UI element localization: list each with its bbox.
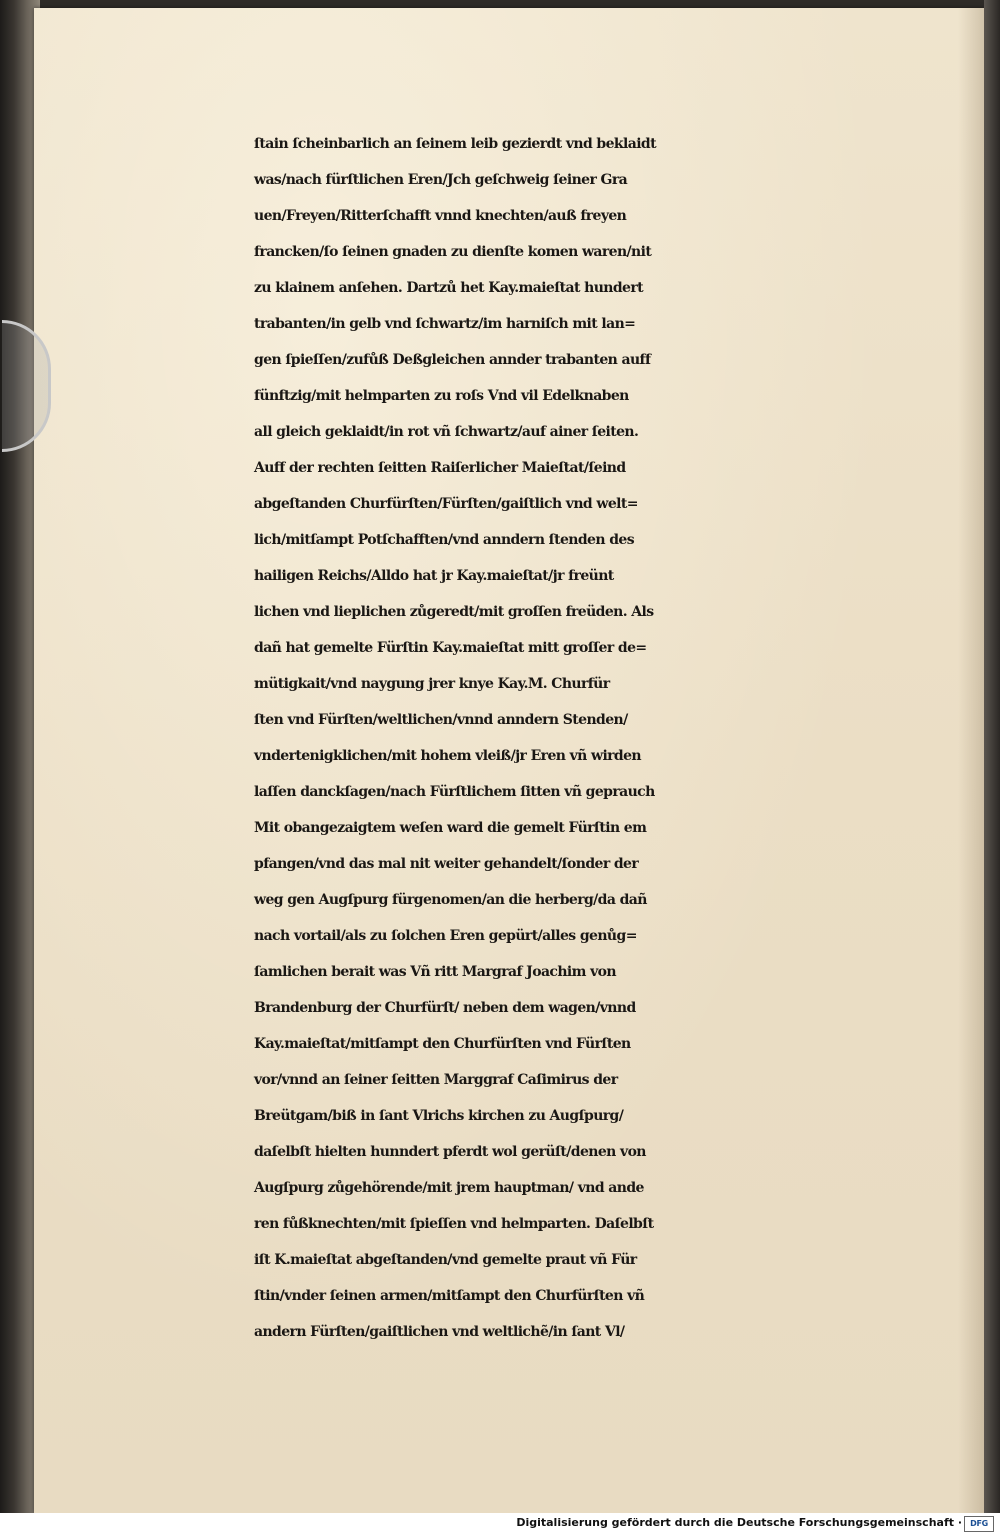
text-line: Brandenburg der Churfürſt/ neben dem wagen/vnnd bbox=[254, 1000, 636, 1016]
text-line: pfangen/vnd das mal nit weiter gehandelt/ſonder der bbox=[254, 856, 639, 872]
text-line: ſtin/vnder ſeinen armen/mitſampt den Churfürſten vñ bbox=[254, 1288, 645, 1304]
text-line: fünftzig/mit helmparten zu roſs Vnd vil Edelknaben bbox=[254, 388, 629, 404]
text-line: ren fůßknechten/mit ſpieſſen vnd helmparten. Daſelbſt bbox=[254, 1216, 654, 1232]
text-line: mütigkait/vnd naygung jrer knye Kay.M. Churfür bbox=[254, 676, 610, 692]
text-line: vor/vnnd an ſeiner ſeitten Marggraf Caſimirus der bbox=[254, 1072, 618, 1088]
text-line: trabanten/in gelb vnd ſchwartz/im harniſch mit lan= bbox=[254, 316, 636, 332]
text-line: uen/Freyen/Ritterſchafft vnnd knechten/auß freyen bbox=[254, 208, 627, 224]
text-line: nach vortail/als zu ſolchen Eren gepürt/alles genůg= bbox=[254, 928, 637, 944]
funding-credit: Digitalisierung gefördert durch die Deutsche Forschungsgemeinschaft · bbox=[516, 1516, 962, 1529]
text-line: Kay.maieſtat/mitſampt den Churfürſten vnd Fürſten bbox=[254, 1036, 631, 1052]
text-line: francken/ſo ſeinen gnaden zu dienſte komen waren/nit bbox=[254, 244, 652, 260]
text-line: iſt K.maieſtat abgeſtanden/vnd gemelte praut vñ Für bbox=[254, 1252, 637, 1268]
binding-shadow bbox=[984, 0, 1000, 1534]
text-line: Mit obangezaigtem weſen ward die gemelt Fürſtin em bbox=[254, 820, 647, 836]
text-line: zu klainem anſehen. Dartzů het Kay.maieſtat hundert bbox=[254, 280, 643, 296]
text-line: ſtain ſcheinbarlich an ſeinem leib gezierdt vnd beklaidt bbox=[254, 136, 656, 152]
text-line: Augſpurg zůgehörende/mit jrem hauptman/ vnd ande bbox=[254, 1180, 644, 1196]
text-line: andern Fürſten/gaiſtlichen vnd weltlichẽ/in ſant Vl/ bbox=[254, 1324, 625, 1340]
text-line: abgeſtanden Churfürſten/Fürſten/gaiſtlich vnd welt= bbox=[254, 496, 638, 512]
dfg-logo-icon: DFG bbox=[964, 1516, 994, 1532]
text-line: ſamlichen berait was Vñ ritt Margraf Joachim von bbox=[254, 964, 616, 980]
text-line: dañ hat gemelte Fürſtin Kay.maieſtat mitt groſſer de= bbox=[254, 640, 647, 656]
text-line: gen ſpieſſen/zufůß Deßgleichen annder trabanten auff bbox=[254, 352, 651, 368]
digitization-footer bbox=[0, 1513, 1000, 1534]
text-line: vndertenigklichen/mit hohem vleiß/jr Eren vñ wirden bbox=[254, 748, 642, 764]
text-line: laſſen danckſagen/nach Fürſtlichem ſitten vñ geprauch bbox=[254, 784, 655, 800]
text-line: was/nach fürſtlichen Eren/Jch geſchweig ſeiner Gra bbox=[254, 172, 628, 188]
text-line: ſten vnd Fürſten/weltlichen/vnnd anndern Stenden/ bbox=[254, 712, 628, 728]
text-line: lichen vnd lieplichen zůgeredt/mit groſſen freüden. Als bbox=[254, 604, 654, 620]
text-line: Auff der rechten ſeitten Raiſerlicher Maieſtat/ſeind bbox=[254, 460, 626, 476]
book-page bbox=[34, 8, 984, 1513]
text-line: all gleich geklaidt/in rot vñ ſchwartz/auf ainer ſeiten. bbox=[254, 424, 639, 440]
text-line: hailigen Reichs/Alldo hat jr Kay.maieſtat/jr freünt bbox=[254, 568, 614, 584]
page-text-block bbox=[254, 126, 994, 1350]
text-line: daſelbſt hielten hunndert pferdt wol gerüſt/denen von bbox=[254, 1144, 646, 1160]
text-line: weg gen Augſpurg fürgenomen/an die herberg/da dañ bbox=[254, 892, 647, 908]
text-line: Breütgam/biß in ſant Vlrichs kirchen zu Augſpurg/ bbox=[254, 1108, 624, 1124]
text-line: lich/mitſampt Potſchafften/vnd anndern ſtenden des bbox=[254, 532, 634, 548]
